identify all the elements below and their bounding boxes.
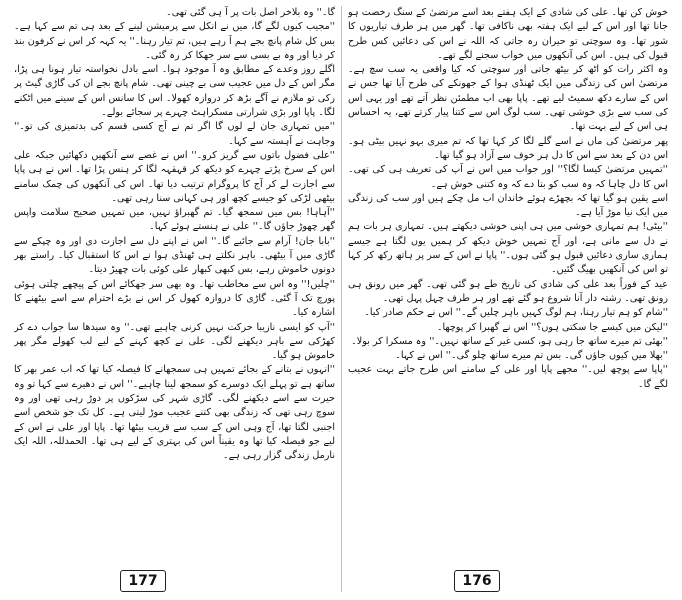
left-page	[8, 6, 341, 592]
paragraph: ''لیکن میں کیسے جا سکتی ہوں؟'' اس نے گھبرا کر پوچھا۔	[436, 321, 668, 333]
paragraph: ''بیٹی! ہم تمہاری خوشی میں ہی اپنی خوشی دیکھتے ہیں۔ تمہاری ہر بات ہم نے دل سے مانی ہے، اور آج تمہیں خوش دیکھ کر ہمیں یوں لگتا ہے جیسے ہماری ساری دعائیں قبول ہو گئی ہوں۔'' پاپا نے اس کے سر پر ہاتھ رکھ کر کہا تو اس کی آنکھیں بھیگ گئیں۔	[348, 221, 668, 276]
paragraph: وہ اکثر رات کو اٹھ کر بیٹھ جاتی اور سوچتی کہ کیا واقعی یہ سب سچ ہے۔ مرتضیٰ اس کی زندگی میں ایک ٹھنڈی ہوا کے جھونکے کی طرح آیا تھا جس نے اس کے سارے دکھ سمیٹ لیے تھے۔ پاپا بھی اب مطمئن نظر آتے تھے اور یہی اس کی سب سے بڑی خوشی تھی۔ سب لوگ اس سے کتنا پیار کرتے تھے، یہ احساس ہی اس کے لیے بہت تھا۔	[348, 64, 668, 133]
paragraph: ''بھئی تم میرے ساتھ جا رہی ہو، کسی غیر کے ساتھ نہیں۔'' وہ مسکرا کر بولا۔	[351, 335, 668, 347]
right-page	[341, 6, 674, 592]
paragraph: اسے یقین ہو گیا تھا کہ بچھڑے ہوئے خاندان اب مل چکے ہیں اور سب کی زندگی میں ایک نیا موڑ آیا ہے۔	[348, 192, 668, 219]
paragraph: ''میں تمہاری جان لے لوں گا اگر تم نے آج کسی قسم کی بدتمیزی کی تو۔'' وجاہت نے آہستہ سے کہا۔	[14, 121, 335, 147]
paragraph: ''بھلا میں کیوں جاؤں گی۔ بس تم میرے ساتھ چلو گی۔'' اس نے کہا۔	[395, 350, 668, 362]
paragraph: ''بابا جان! آرام سے جائیے گا۔'' اس نے اپنے دل سے اجازت دی اور وہ چپکے سے گاڑی میں آ بیٹھی۔ باہر نکلتے ہی ٹھنڈی ہوا نے اس کا استقبال کیا۔ راستے بھر دونوں خاموش رہے، بس کبھی کبھار علی کوئی بات چھیڑ دیتا۔	[14, 235, 335, 276]
paragraph: ''پاپا سے پوچھ لیں۔'' مجھے پاپا اور علی کے سامنے اس طرح جاتے بہت عجیب لگے گا۔	[348, 364, 668, 390]
paragraph: ''مجیب کیوں لگے گا، میں نے انکل سے پرمیشن لینے کے بعد ہی تم سے کہا ہے۔ بس کل شام پانچ بجے ہم آ رہے ہیں، تم تیار رہنا۔'' یہ کہہ کر اس نے کرفون بند کر دیا اور وہ بے بسی سے سر جھکا کر رہ گئی۔	[14, 21, 335, 61]
paragraph: ''شام کو ہم تیار رہنا، ہم لوگ کہیں باہر چلیں گے۔'' اس نے حکم صادر کیا۔	[364, 307, 668, 319]
paragraph: گا۔'' وہ بلاخر اصل بات پر آ ہی گئی تھی۔	[166, 7, 335, 18]
paragraph: پھر مرتضیٰ کی ماں نے اسے گلے لگا کر کہا تھا کہ تم میری بہو نہیں بیٹی ہو۔ اس دن کے بعد سے اس کا دل ہر خوف سے آزاد ہو گیا تھا۔	[348, 135, 668, 161]
left-page-text	[14, 6, 335, 568]
right-page-text	[348, 6, 668, 568]
paragraph: خوش کن تھا۔ علی کی شادی کے ایک ہفتے بعد اسے مرتضیٰ کے سنگ رخصت ہو جانا تھا اور اس کے لیے ایک ہفتہ بھی ناکافی تھا۔ گھر میں ہر طرف تیاریوں کا شور تھا۔ وہ سوچتی تو حیران رہ جاتی کہ اللہ نے اس کی دعائیں کس طرح قبول کی ہیں۔ اس کی آنکھوں میں خواب سجنے لگے تھے۔	[348, 7, 668, 61]
page-number-right: 176	[454, 570, 500, 592]
page-number-left: 177	[120, 570, 166, 592]
paragraph: ''انہوں نے بتانے کے بجائے تمہیں ہی سمجھانے کا فیصلہ کیا تھا کہ اب عمر بھر کا ساتھ ہے تو پہلے ایک دوسرے کو سمجھ لینا چاہیے۔'' اس نے دھیرے سے کہا تو وہ حیرت سے اسے دیکھنے لگی۔ گاڑی شہر کی سڑکوں پر دوڑ رہی تھی اور وہ سوچ رہی تھی کہ زندگی بھی کتنے عجیب موڑ لیتی ہے۔ کل تک جو شخص اسے اجنبی لگتا تھا، آج وہی اس کے سب سے قریب بیٹھا تھا۔ پاپا اور علی نے اس کے لیے جو فیصلہ کیا تھا وہ یقیناً اس کی بہتری کے لیے ہی تھا۔ الحمدللہ، اللہ ایک نارمل زندگی گزار رہی ہے۔	[14, 364, 335, 462]
paragraph: ''چلیں!'' وہ اس سے مخاطب تھا۔ وہ بھی سر جھکائے اس کے پیچھے چلتی ہوئی پورچ تک آ گئی۔ گاڑی کا دروازہ کھول کر اس نے بڑے احترام سے اسے بیٹھنے کا اشارہ کیا۔	[14, 278, 335, 319]
paragraph: ''آہاہا! بس میں سمجھ گیا۔ تم گھبراؤ نہیں، میں تمہیں صحیح سلامت واپس گھر چھوڑ جاؤں گا۔'' علی نے ہنستے ہوئے کہا۔	[14, 207, 335, 233]
paragraph: عید کے فوراً بعد علی کی شادی کی تاریخ طے ہو گئی تھی۔ گھر میں رونق ہی رونق تھی۔ رشتہ دار آنا شروع ہو گئے تھے اور ہر طرف چہل پہل تھی۔	[348, 278, 668, 304]
paragraph: ''آپ کو ایسی نازیبا حرکت نہیں کرنی چاہیے تھی۔'' وہ سیدھا سا جواب دے کر کھڑکی سے باہر دیکھنے لگی۔ علی نے کچھ کہنے کے لیے لب کھولے مگر پھر خاموش ہو گیا۔	[14, 321, 335, 362]
paragraph: ''تمہیں مرتضیٰ کیسا لگا؟'' اور جواب میں اس نے آپ کی تعریف ہی کی تھی۔ اس کا دل چاہا کہ وہ سب کو بتا دے کہ وہ کتنی خوش ہے۔	[348, 164, 668, 190]
paragraph: ''علی فضول باتوں سے گریز کرو۔'' اس نے غصے سے آنکھیں دکھائیں جبکہ علی اس کے سرخ پڑتے چہرے کو دیکھ کر قہقہہ لگا کر ہنس پڑا تھا۔ اس نے ہی پاپا سے اجازت لے کر آج کا پروگرام ترتیب دیا تھا۔ اس کی آنکھوں کی چمک سامنے بیٹھی لڑکی کو جیسے کچھ اور ہی کہانی سنا رہی تھی۔	[14, 149, 335, 204]
paragraph: اگلے روز وعدے کے مطابق وہ آ موجود ہوا۔ اسے بادل نخواستہ تیار ہونا ہی پڑا، مگر اس کے دل میں عجیب سی بے چینی تھی۔ شام پانچ بجے ان کی گاڑی گیٹ پر رکی تو ملازم نے آگے بڑھ کر دروازہ کھولا۔ اس کا سانس اس کے سینے میں اٹکنے لگا۔ پاپا اور بڑی شرارتی مسکراہٹ چہرے پر سجائے بولے۔	[14, 64, 335, 119]
